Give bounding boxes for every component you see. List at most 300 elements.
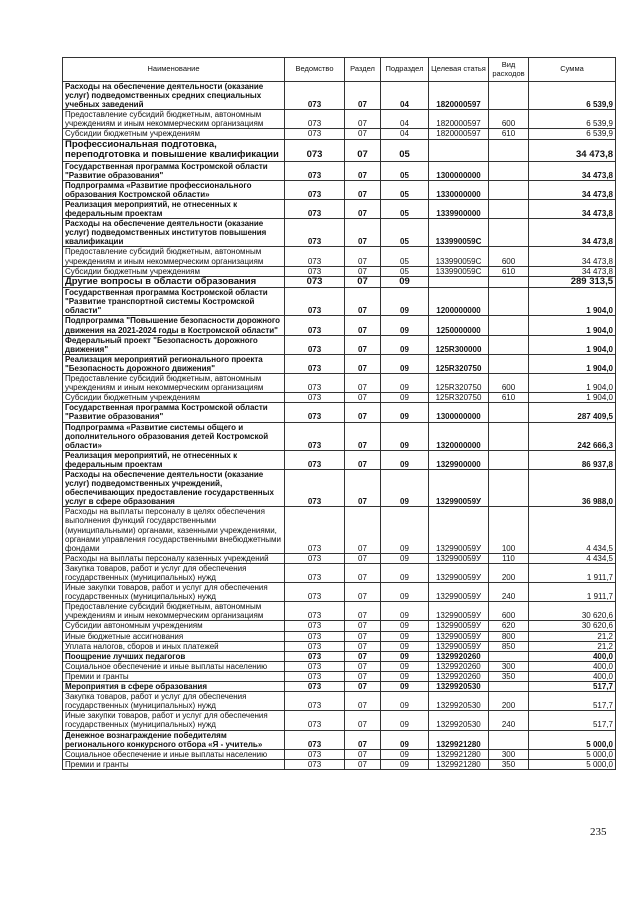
cell-name: Предоставление субсидий бюджетным, автономным учреждениям и иным некоммерческим организациям (63, 602, 285, 621)
cell-name: Расходы на выплаты персоналу казенных учреждений (63, 553, 285, 563)
cell-razdel: 07 (345, 651, 381, 661)
cell-sum: 1 904,0 (529, 393, 616, 403)
table-row (63, 393, 616, 403)
cell-expense-type: 800 (489, 631, 529, 641)
cell-podrazdel: 09 (381, 393, 429, 403)
cell-expense-type (489, 450, 529, 469)
cell-ved: 073 (285, 276, 345, 288)
table-row (63, 247, 616, 266)
table-row (63, 507, 616, 553)
cell-target-article: 132990059У (429, 553, 489, 563)
cell-name: Субсидии бюджетным учреждениям (63, 266, 285, 276)
cell-podrazdel: 09 (381, 682, 429, 692)
cell-ved: 073 (285, 354, 345, 373)
cell-ved: 073 (285, 82, 345, 110)
cell-razdel: 07 (345, 129, 381, 139)
cell-name: Расходы на выплаты персоналу в целях обеспечения выполнения функций государственными (муниципальными) органами, казенными учреждениями, органами управления государственными внебюджетными фондами (63, 507, 285, 553)
table-row (63, 354, 616, 373)
cell-name: Федеральный проект "Безопасность дорожного движения" (63, 335, 285, 354)
cell-target-article: 1329921280 (429, 759, 489, 769)
cell-ved: 073 (285, 450, 345, 469)
cell-ved: 073 (285, 563, 345, 582)
cell-target-article (429, 139, 489, 161)
cell-name: Поощрение лучших педагогов (63, 651, 285, 661)
cell-ved: 073 (285, 110, 345, 129)
table-row (63, 374, 616, 393)
cell-sum: 34 473,8 (529, 266, 616, 276)
cell-expense-type: 610 (489, 266, 529, 276)
cell-target-article: 133990059С (429, 266, 489, 276)
header-sum: Сумма (529, 58, 616, 82)
cell-razdel: 07 (345, 276, 381, 288)
cell-sum: 5 000,0 (529, 749, 616, 759)
table-row (63, 583, 616, 602)
table-row (63, 276, 616, 288)
cell-ved: 073 (285, 335, 345, 354)
cell-expense-type (489, 180, 529, 199)
cell-ved: 073 (285, 180, 345, 199)
cell-podrazdel: 09 (381, 422, 429, 450)
cell-sum: 1 904,0 (529, 354, 616, 373)
cell-name: Подпрограмма «Развитие профессионального образования Костромской области» (63, 180, 285, 199)
cell-sum: 1 904,0 (529, 288, 616, 316)
cell-podrazdel: 09 (381, 711, 429, 730)
table-row (63, 199, 616, 218)
cell-sum: 34 473,8 (529, 161, 616, 180)
cell-target-article: 1320000000 (429, 422, 489, 450)
cell-razdel: 07 (345, 374, 381, 393)
cell-razdel: 07 (345, 692, 381, 711)
cell-expense-type (489, 276, 529, 288)
cell-sum: 36 988,0 (529, 469, 616, 506)
cell-razdel: 07 (345, 354, 381, 373)
cell-name: Премии и гранты (63, 671, 285, 681)
cell-name: Мероприятия в сфере образования (63, 682, 285, 692)
cell-expense-type: 620 (489, 621, 529, 631)
cell-target-article: 133990059С (429, 219, 489, 247)
cell-sum: 30 620,6 (529, 602, 616, 621)
cell-target-article: 1329920260 (429, 651, 489, 661)
cell-podrazdel: 09 (381, 403, 429, 422)
table-row (63, 469, 616, 506)
cell-sum: 34 473,8 (529, 247, 616, 266)
cell-sum: 1 904,0 (529, 374, 616, 393)
cell-sum: 1 911,7 (529, 583, 616, 602)
cell-podrazdel: 09 (381, 583, 429, 602)
table-row (63, 682, 616, 692)
cell-razdel: 07 (345, 730, 381, 749)
cell-expense-type: 200 (489, 692, 529, 711)
cell-target-article: 132990059У (429, 641, 489, 651)
cell-expense-type (489, 288, 529, 316)
cell-target-article: 1329920260 (429, 671, 489, 681)
cell-ved: 073 (285, 682, 345, 692)
table-row (63, 692, 616, 711)
table-row (63, 219, 616, 247)
cell-podrazdel: 09 (381, 553, 429, 563)
cell-podrazdel: 09 (381, 631, 429, 641)
cell-expense-type (489, 139, 529, 161)
cell-name: Реализация мероприятий, не отнесенных к федеральным проектам (63, 199, 285, 218)
cell-ved: 073 (285, 730, 345, 749)
cell-target-article: 132990059У (429, 583, 489, 602)
cell-target-article: 1300000000 (429, 161, 489, 180)
cell-name: Расходы на обеспечение деятельности (оказание услуг) подведомственных институтов повышения квалификации (63, 219, 285, 247)
cell-expense-type (489, 682, 529, 692)
cell-sum: 400,0 (529, 651, 616, 661)
cell-podrazdel: 05 (381, 139, 429, 161)
cell-sum: 34 473,8 (529, 139, 616, 161)
header-target-article: Целевая статья (429, 58, 489, 82)
cell-name: Реализация мероприятий регионального проекта "Безопасность дорожного движения" (63, 354, 285, 373)
table-row (63, 288, 616, 316)
cell-name: Государственная программа Костромской области "Развитие транспортной системы Костромской области" (63, 288, 285, 316)
cell-sum: 6 539,9 (529, 82, 616, 110)
table-row (63, 631, 616, 641)
cell-razdel: 07 (345, 621, 381, 631)
cell-expense-type (489, 403, 529, 422)
cell-name: Расходы на обеспечение деятельности (оказание услуг) подведомственных средних специальных учебных заведений (63, 82, 285, 110)
cell-expense-type: 850 (489, 641, 529, 651)
table-row (63, 161, 616, 180)
cell-name: Субсидии автономным учреждениям (63, 621, 285, 631)
cell-razdel: 07 (345, 82, 381, 110)
table-row (63, 110, 616, 129)
cell-razdel: 07 (345, 393, 381, 403)
cell-sum: 21,2 (529, 631, 616, 641)
cell-razdel: 07 (345, 403, 381, 422)
cell-podrazdel: 09 (381, 661, 429, 671)
cell-target-article: 132990059У (429, 469, 489, 506)
cell-podrazdel: 05 (381, 219, 429, 247)
cell-target-article: 125R300000 (429, 335, 489, 354)
cell-ved: 073 (285, 403, 345, 422)
cell-sum: 5 000,0 (529, 730, 616, 749)
cell-expense-type: 240 (489, 711, 529, 730)
header-name: Наименование (63, 58, 285, 82)
cell-target-article: 1330000000 (429, 180, 489, 199)
cell-razdel: 07 (345, 661, 381, 671)
cell-target-article: 125R320750 (429, 393, 489, 403)
header-expense-type: Вид расходов (489, 58, 529, 82)
cell-podrazdel: 09 (381, 749, 429, 759)
cell-razdel: 07 (345, 110, 381, 129)
cell-expense-type (489, 422, 529, 450)
cell-sum: 34 473,8 (529, 199, 616, 218)
cell-razdel: 07 (345, 219, 381, 247)
cell-name: Реализация мероприятий, не отнесенных к федеральным проектам (63, 450, 285, 469)
cell-name: Государственная программа Костромской области "Развитие образования" (63, 161, 285, 180)
cell-sum: 21,2 (529, 641, 616, 651)
cell-expense-type (489, 161, 529, 180)
cell-target-article: 133990059С (429, 247, 489, 266)
cell-ved: 073 (285, 266, 345, 276)
cell-expense-type (489, 354, 529, 373)
cell-name: Социальное обеспечение и иные выплаты населению (63, 661, 285, 671)
cell-target-article: 1300000000 (429, 403, 489, 422)
cell-name: Расходы на обеспечение деятельности (оказание услуг) подведомственных учреждений, обеспечивающих предоставление государственных услуг в сфере образования (63, 469, 285, 506)
cell-target-article: 1329920530 (429, 711, 489, 730)
cell-razdel: 07 (345, 507, 381, 553)
cell-podrazdel: 09 (381, 288, 429, 316)
cell-podrazdel: 04 (381, 82, 429, 110)
cell-razdel: 07 (345, 631, 381, 641)
cell-expense-type: 600 (489, 602, 529, 621)
cell-sum: 287 409,5 (529, 403, 616, 422)
cell-sum: 5 000,0 (529, 759, 616, 769)
cell-ved: 073 (285, 469, 345, 506)
cell-razdel: 07 (345, 316, 381, 335)
cell-sum: 517,7 (529, 682, 616, 692)
cell-podrazdel: 09 (381, 335, 429, 354)
table-row (63, 335, 616, 354)
cell-target-article: 1200000000 (429, 288, 489, 316)
cell-sum: 4 434,5 (529, 507, 616, 553)
cell-name: Другие вопросы в области образования (63, 276, 285, 288)
cell-razdel: 07 (345, 711, 381, 730)
table-row (63, 730, 616, 749)
cell-razdel: 07 (345, 247, 381, 266)
cell-target-article (429, 276, 489, 288)
cell-razdel: 07 (345, 553, 381, 563)
cell-expense-type (489, 316, 529, 335)
cell-sum: 1 904,0 (529, 335, 616, 354)
cell-ved: 073 (285, 661, 345, 671)
cell-expense-type (489, 469, 529, 506)
cell-expense-type: 300 (489, 661, 529, 671)
cell-target-article: 1329920530 (429, 692, 489, 711)
cell-sum: 30 620,6 (529, 621, 616, 631)
cell-expense-type (489, 199, 529, 218)
cell-razdel: 07 (345, 602, 381, 621)
cell-target-article: 125R320750 (429, 354, 489, 373)
cell-target-article: 132990059У (429, 602, 489, 621)
cell-name: Социальное обеспечение и иные выплаты населению (63, 749, 285, 759)
cell-ved: 073 (285, 247, 345, 266)
cell-podrazdel: 09 (381, 276, 429, 288)
cell-podrazdel: 05 (381, 180, 429, 199)
cell-sum: 400,0 (529, 671, 616, 681)
cell-razdel: 07 (345, 161, 381, 180)
cell-name: Предоставление субсидий бюджетным, автономным учреждениям и иным некоммерческим организациям (63, 374, 285, 393)
table-row (63, 553, 616, 563)
cell-target-article: 1329920260 (429, 661, 489, 671)
table-row (63, 316, 616, 335)
cell-name: Субсидии бюджетным учреждениям (63, 129, 285, 139)
cell-target-article: 132990059У (429, 507, 489, 553)
cell-ved: 073 (285, 631, 345, 641)
cell-ved: 073 (285, 641, 345, 651)
table-row (63, 651, 616, 661)
cell-podrazdel: 09 (381, 651, 429, 661)
cell-name: Профессиональная подготовка, переподготовка и повышение квалификации (63, 139, 285, 161)
cell-ved: 073 (285, 671, 345, 681)
table-row (63, 641, 616, 651)
cell-podrazdel: 09 (381, 450, 429, 469)
table-row (63, 602, 616, 621)
cell-razdel: 07 (345, 671, 381, 681)
cell-expense-type: 350 (489, 671, 529, 681)
cell-sum: 289 313,5 (529, 276, 616, 288)
cell-expense-type: 100 (489, 507, 529, 553)
table-row (63, 139, 616, 161)
cell-expense-type: 300 (489, 749, 529, 759)
cell-name: Предоставление субсидий бюджетным, автономным учреждениям и иным некоммерческим организациям (63, 247, 285, 266)
cell-name: Субсидии бюджетным учреждениям (63, 393, 285, 403)
cell-sum: 242 666,3 (529, 422, 616, 450)
cell-ved: 073 (285, 602, 345, 621)
cell-ved: 073 (285, 393, 345, 403)
cell-expense-type: 110 (489, 553, 529, 563)
cell-target-article: 1329920530 (429, 682, 489, 692)
cell-podrazdel: 05 (381, 161, 429, 180)
page-number: 235 (590, 826, 607, 838)
cell-podrazdel: 09 (381, 671, 429, 681)
table-row (63, 661, 616, 671)
cell-ved: 073 (285, 621, 345, 631)
cell-ved: 073 (285, 759, 345, 769)
cell-sum: 517,7 (529, 711, 616, 730)
cell-target-article: 125R320750 (429, 374, 489, 393)
cell-expense-type: 600 (489, 110, 529, 129)
header-row (63, 58, 616, 82)
cell-podrazdel: 09 (381, 602, 429, 621)
cell-ved: 073 (285, 583, 345, 602)
table-row (63, 180, 616, 199)
cell-razdel: 07 (345, 583, 381, 602)
cell-razdel: 07 (345, 759, 381, 769)
cell-expense-type (489, 730, 529, 749)
header-ved: Ведомство (285, 58, 345, 82)
cell-ved: 073 (285, 422, 345, 450)
cell-expense-type (489, 335, 529, 354)
cell-razdel: 07 (345, 450, 381, 469)
header-razdel: Раздел (345, 58, 381, 82)
cell-target-article: 1339900000 (429, 199, 489, 218)
cell-podrazdel: 09 (381, 507, 429, 553)
cell-podrazdel: 09 (381, 354, 429, 373)
cell-ved: 073 (285, 692, 345, 711)
cell-razdel: 07 (345, 641, 381, 651)
cell-podrazdel: 05 (381, 247, 429, 266)
cell-sum: 4 434,5 (529, 553, 616, 563)
cell-podrazdel: 09 (381, 469, 429, 506)
cell-razdel: 07 (345, 180, 381, 199)
cell-name: Премии и гранты (63, 759, 285, 769)
cell-podrazdel: 09 (381, 621, 429, 631)
cell-ved: 073 (285, 129, 345, 139)
cell-name: Предоставление субсидий бюджетным, автономным учреждениям и иным некоммерческим организациям (63, 110, 285, 129)
table-row (63, 749, 616, 759)
cell-podrazdel: 04 (381, 129, 429, 139)
cell-target-article: 1329921280 (429, 730, 489, 749)
cell-name: Закупка товаров, работ и услуг для обеспечения государственных (муниципальных) нужд (63, 563, 285, 582)
cell-expense-type: 600 (489, 247, 529, 266)
cell-ved: 073 (285, 316, 345, 335)
cell-sum: 6 539,9 (529, 129, 616, 139)
table-row (63, 621, 616, 631)
cell-name: Уплата налогов, сборов и иных платежей (63, 641, 285, 651)
cell-podrazdel: 09 (381, 316, 429, 335)
cell-razdel: 07 (345, 139, 381, 161)
table-row (63, 759, 616, 769)
cell-sum: 6 539,9 (529, 110, 616, 129)
cell-target-article: 1820000597 (429, 129, 489, 139)
table-row (63, 450, 616, 469)
cell-sum: 34 473,8 (529, 219, 616, 247)
cell-razdel: 07 (345, 199, 381, 218)
cell-expense-type (489, 651, 529, 661)
cell-expense-type (489, 219, 529, 247)
cell-ved: 073 (285, 288, 345, 316)
cell-sum: 400,0 (529, 661, 616, 671)
cell-razdel: 07 (345, 749, 381, 759)
cell-podrazdel: 09 (381, 563, 429, 582)
cell-podrazdel: 09 (381, 374, 429, 393)
cell-target-article: 132990059У (429, 631, 489, 641)
cell-razdel: 07 (345, 469, 381, 506)
cell-razdel: 07 (345, 335, 381, 354)
table-row (63, 129, 616, 139)
cell-ved: 073 (285, 161, 345, 180)
table-row (63, 82, 616, 110)
cell-ved: 073 (285, 507, 345, 553)
table-row (63, 671, 616, 681)
header-podrazdel: Подраздел (381, 58, 429, 82)
cell-podrazdel: 09 (381, 730, 429, 749)
cell-expense-type (489, 82, 529, 110)
cell-razdel: 07 (345, 422, 381, 450)
table-row (63, 266, 616, 276)
cell-name: Иные закупки товаров, работ и услуг для обеспечения государственных (муниципальных) нужд (63, 583, 285, 602)
cell-name: Закупка товаров, работ и услуг для обеспечения государственных (муниципальных) нужд (63, 692, 285, 711)
table-row (63, 563, 616, 582)
cell-ved: 073 (285, 374, 345, 393)
cell-ved: 073 (285, 553, 345, 563)
cell-ved: 073 (285, 139, 345, 161)
cell-ved: 073 (285, 219, 345, 247)
cell-sum: 1 904,0 (529, 316, 616, 335)
cell-expense-type: 600 (489, 374, 529, 393)
cell-sum: 34 473,8 (529, 180, 616, 199)
cell-ved: 073 (285, 651, 345, 661)
cell-name: Подпрограмма "Повышение безопасности дорожного движения на 2021-2024 годы в Костромской области" (63, 316, 285, 335)
cell-podrazdel: 09 (381, 692, 429, 711)
cell-name: Иные бюджетные ассигнования (63, 631, 285, 641)
cell-name: Подпрограмма «Развитие системы общего и дополнительного образования детей Костромской области» (63, 422, 285, 450)
cell-target-article: 1329900000 (429, 450, 489, 469)
cell-sum: 1 911,7 (529, 563, 616, 582)
table-row (63, 711, 616, 730)
cell-expense-type: 350 (489, 759, 529, 769)
budget-table (62, 57, 616, 770)
cell-target-article: 1820000597 (429, 110, 489, 129)
cell-expense-type: 200 (489, 563, 529, 582)
cell-ved: 073 (285, 199, 345, 218)
cell-podrazdel: 09 (381, 759, 429, 769)
cell-target-article: 1820000597 (429, 82, 489, 110)
cell-target-article: 1329921280 (429, 749, 489, 759)
cell-name: Денежное вознаграждение победителям регионального конкурсного отбора «Я - учитель» (63, 730, 285, 749)
cell-expense-type: 240 (489, 583, 529, 602)
cell-ved: 073 (285, 711, 345, 730)
cell-sum: 517,7 (529, 692, 616, 711)
cell-podrazdel: 05 (381, 199, 429, 218)
cell-name: Иные закупки товаров, работ и услуг для обеспечения государственных (муниципальных) нужд (63, 711, 285, 730)
cell-podrazdel: 05 (381, 266, 429, 276)
cell-target-article: 1250000000 (429, 316, 489, 335)
cell-sum: 86 937,8 (529, 450, 616, 469)
